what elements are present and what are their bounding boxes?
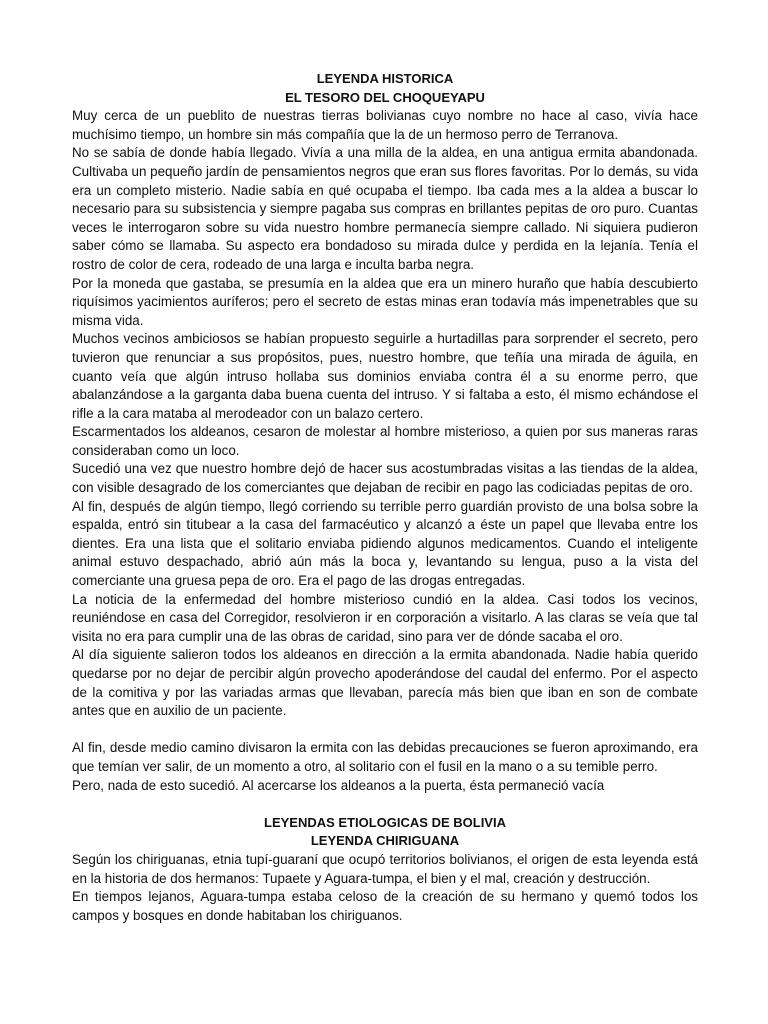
paragraph: Al fin, después de algún tiempo, llegó corriendo su terrible perro guardián provisto de una bolsa sobre la espalda, entró sin titubear a la casa del farmacéutico y alcanzó a éste un papel que llevaba entre los dientes. Era una lista que el solitario enviaba pidiendo algunos medicamentos. Cuando el inteligente animal estuvo despachado, abrió aún más la boca y, levantando su lengua, puso a la vista del comerciante una gruesa pepa de oro. Era el pago de las drogas entregadas. [72, 498, 698, 589]
section-subtitle: LEYENDA CHIRIGUANA [310, 833, 460, 849]
section-gap [72, 795, 698, 814]
paragraph: En tiempos lejanos, Aguara-tumpa estaba celoso de la creación de su hermano y quemó todos los campos y bosques en donde habitaban los chiriguanos. [72, 889, 698, 923]
paragraph: Pero, nada de esto sucedió. Al acercarse los aldeanos a la puerta, ésta permaneció vacía [72, 777, 605, 793]
paragraph: Sucedió una vez que nuestro hombre dejó de hacer sus acostumbradas visitas a las tiendas de la aldea, con visible desagrado de los comerciantes que dejaban de recibir en pago las codiciadas pepitas de oro. [72, 461, 698, 496]
paragraph: Al fin, desde medio camino divisaron la ermita con las debidas precauciones se fueron aproximando, era que temían ver salir, de un momento a otro, al solitario con el fusil en la mano o a su temible perro. [72, 740, 698, 774]
section-subtitle: EL TESORO DEL CHOQUEYAPU [285, 89, 485, 105]
paragraph: Al día siguiente salieron todos los aldeanos en dirección a la ermita abandonada. Nadie había querido quedarse por no dejar de percibir algún provecho apoderándose del caudal del enfermo. Por el aspecto de la comitiva y por las variadas armas que llevaban, parecía más bien que iban en son de combate antes que en auxilio de un paciente. [72, 647, 698, 719]
section-title: LEYENDAS ETIOLOGICAS DE BOLIVIA [264, 814, 506, 830]
paragraph: No se sabía de donde había llegado. Vivía a una milla de la aldea, en una antigua ermita abandonada. Cultivaba un pequeño jardín de pensamientos negros que eran sus flores favoritas. Por lo demás, su vida era un completo misterio. Nadie sabía en qué ocupaba el tiempo. Iba cada mes a la aldea a buscar lo necesario para su subsistencia y siempre pagaba sus compras en brillantes pepitas de oro puro. Cuantas veces le interrogaron sobre su vida nuestro hombre permanecía siempre callado. Ni siquiera pudieron saber cómo se llamaba. Su aspecto era bondadoso su mirada dulce y perdida en la lejanía. Tenía el rostro de color de cera, rodeado de una larga e inculta barba negra. [72, 145, 699, 272]
paragraph: Por la moneda que gastaba, se presumía en la aldea que era un minero huraño que había descubierto riquísimos yacimientos auríferos; pero el secreto de estas minas eran todavía más impenetrables que su misma vida. [72, 275, 698, 328]
paragraph: Según los chiriguanas, etnia tupí-guaraní que ocupó territorios bolivianos, el origen de esta leyenda está en la historia de dos hermanos: Tupaete y Aguara-tumpa, el bien y el mal, creación y destrucción. [72, 851, 698, 886]
document-page [72, 70, 698, 925]
paragraph: Escarmentados los aldeanos, cesaron de molestar al hombre misterioso, a quien por sus maneras raras consideraban como un loco. [72, 424, 698, 458]
paragraph: Muchos vecinos ambiciosos se habían propuesto seguirle a hurtadillas para sorprender el secreto, pero tuvieron que renunciar a sus propósitos, pues, nuestro hombre, que teñía una mirada de águila, en cuanto veía que algún intruso hollaba sus dominios enviaba contra él a su enorme perro, que abalanzándose a la garganta daba buena cuenta del intruso. Y si faltaba a esto, él mismo echándose el rifle a la cara mataba al merodeador con un balazo certero. [72, 331, 698, 421]
paragraph-gap [72, 721, 698, 740]
paragraph: La noticia de la enfermedad del hombre misterioso cundió en la aldea. Casi todos los vecinos, reuniéndose en casa del Corregidor, resolvieron ir en corporación a visitarlo. A las claras se veía que tal visita no era para cumplir una de las obras de caridad, sino para ver de dónde sacaba el oro. [72, 591, 698, 644]
paragraph: Muy cerca de un pueblito de nuestras tierras bolivianas cuyo nombre no hace al caso, vivía hace muchísimo tiempo, un hombre sin más compañía que la de un hermoso perro de Terranova. [72, 108, 698, 142]
section-title: LEYENDA HISTORICA [316, 71, 454, 86]
